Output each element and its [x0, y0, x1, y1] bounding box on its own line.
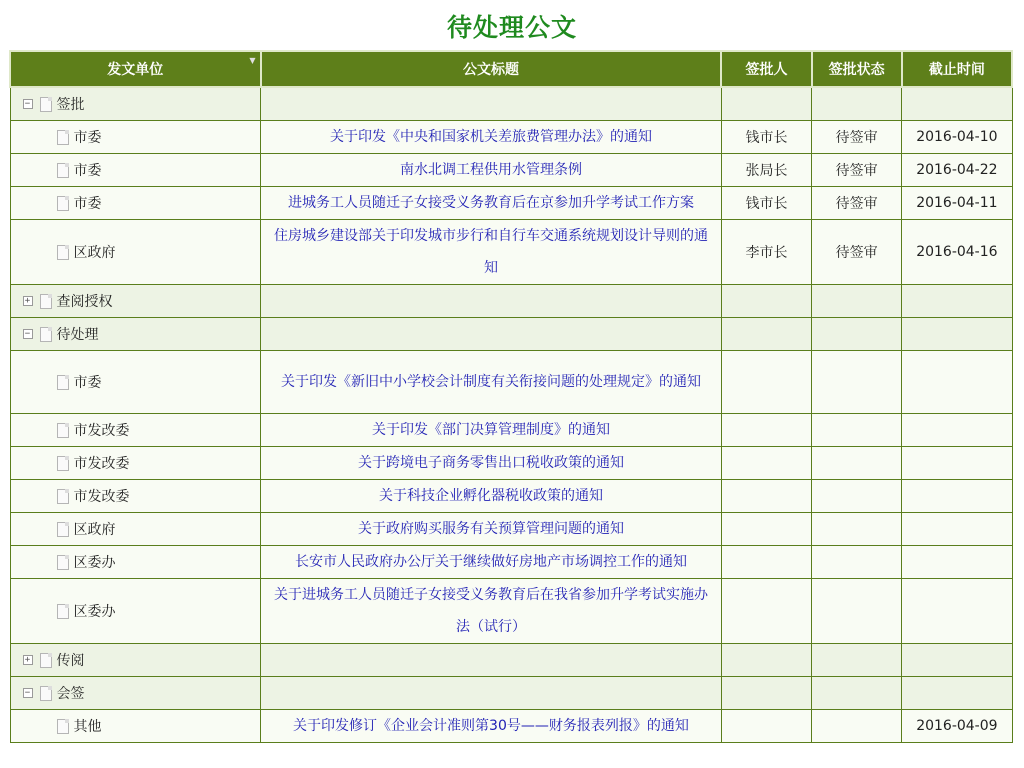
approver-cell [721, 546, 811, 579]
document-title-link[interactable]: 住房城乡建设部关于印发城市步行和自行车交通系统规划设计导则的通知 [261, 220, 722, 285]
unit-label: 市发改委 [73, 489, 130, 505]
document-icon [57, 196, 69, 211]
unit-label: 区委办 [73, 555, 116, 571]
status-cell [812, 710, 902, 743]
group-cell[interactable] [10, 318, 261, 351]
document-title-link[interactable]: 关于科技企业孵化器税收政策的通知 [261, 480, 722, 513]
expand-icon[interactable]: + [23, 655, 33, 665]
unit-cell [10, 579, 261, 644]
empty-cell [721, 285, 811, 318]
document-icon [40, 653, 52, 668]
unit-cell [10, 154, 261, 187]
document-icon [40, 294, 52, 309]
deadline-cell [902, 414, 1012, 447]
table-row[interactable] [10, 480, 1012, 513]
approver-cell [721, 579, 811, 644]
deadline-cell [902, 579, 1012, 644]
empty-cell [261, 677, 722, 710]
group-cell[interactable] [10, 87, 261, 121]
empty-cell [812, 285, 902, 318]
group-label: 待处理 [56, 327, 99, 343]
unit-label: 市发改委 [73, 456, 130, 472]
group-label: 签批 [56, 97, 85, 113]
grid-header [10, 51, 1012, 87]
deadline-cell [902, 480, 1012, 513]
table-row[interactable] [10, 414, 1012, 447]
column-header-title-label: 公文标题 [462, 62, 519, 78]
unit-cell [10, 121, 261, 154]
group-row[interactable] [10, 285, 1012, 318]
document-icon [57, 719, 69, 734]
unit-label: 市委 [73, 163, 102, 179]
unit-label: 区政府 [73, 522, 116, 538]
column-header-unit[interactable] [10, 51, 261, 87]
approver-cell: 钱市长 [721, 187, 811, 220]
document-title-link[interactable]: 进城务工人员随迁子女接受义务教育后在京参加升学考试工作方案 [261, 187, 722, 220]
status-cell: 待签审 [812, 220, 902, 285]
deadline-cell [902, 513, 1012, 546]
document-icon [57, 375, 69, 390]
group-row[interactable] [10, 318, 1012, 351]
empty-cell [812, 87, 902, 121]
document-icon [57, 489, 69, 504]
empty-cell [902, 644, 1012, 677]
group-row[interactable] [10, 644, 1012, 677]
group-row[interactable] [10, 677, 1012, 710]
column-header-deadline[interactable] [902, 51, 1012, 87]
column-header-status-label: 签批状态 [828, 62, 885, 78]
status-cell: 待签审 [812, 154, 902, 187]
unit-cell [10, 447, 261, 480]
unit-cell [10, 414, 261, 447]
empty-cell [812, 318, 902, 351]
approver-cell [721, 414, 811, 447]
deadline-cell: 2016-04-10 [902, 121, 1012, 154]
document-grid [9, 50, 1013, 743]
document-title-link[interactable]: 南水北调工程供用水管理条例 [261, 154, 722, 187]
status-cell [812, 351, 902, 414]
unit-cell [10, 480, 261, 513]
group-cell[interactable] [10, 677, 261, 710]
column-header-approver[interactable] [721, 51, 811, 87]
grid-body [10, 87, 1012, 743]
sort-icon[interactable]: ▼ [249, 56, 256, 65]
collapse-icon[interactable]: − [23, 99, 33, 109]
document-icon [57, 163, 69, 178]
status-cell [812, 546, 902, 579]
document-icon [57, 555, 69, 570]
approver-cell [721, 351, 811, 414]
unit-cell [10, 513, 261, 546]
document-title-link[interactable]: 关于印发修订《企业会计准则第30号——财务报表列报》的通知 [261, 710, 722, 743]
document-title-link[interactable]: 关于印发《中央和国家机关差旅费管理办法》的通知 [261, 121, 722, 154]
document-icon [57, 604, 69, 619]
column-header-approver-label: 签批人 [745, 62, 788, 78]
deadline-cell: 2016-04-09 [902, 710, 1012, 743]
document-icon [57, 245, 69, 260]
group-cell[interactable] [10, 285, 261, 318]
document-icon [40, 327, 52, 342]
table-row[interactable] [10, 513, 1012, 546]
group-label: 传阅 [56, 653, 85, 669]
document-title-link[interactable]: 关于政府购买服务有关预算管理问题的通知 [261, 513, 722, 546]
table-row[interactable] [10, 579, 1012, 644]
deadline-cell: 2016-04-11 [902, 187, 1012, 220]
table-row[interactable] [10, 447, 1012, 480]
column-header-unit-label: 发文单位 [107, 62, 164, 78]
status-cell [812, 414, 902, 447]
unit-cell [10, 187, 261, 220]
empty-cell [721, 677, 811, 710]
empty-cell [902, 285, 1012, 318]
empty-cell [261, 285, 722, 318]
document-icon [40, 97, 52, 112]
unit-cell [10, 351, 261, 414]
empty-cell [261, 644, 722, 677]
document-icon [57, 522, 69, 537]
collapse-icon[interactable]: − [23, 329, 33, 339]
approver-cell [721, 480, 811, 513]
group-cell[interactable] [10, 644, 261, 677]
column-header-deadline-label: 截止时间 [928, 62, 985, 78]
table-row[interactable] [10, 154, 1012, 187]
unit-label: 市委 [73, 130, 102, 146]
empty-cell [721, 644, 811, 677]
table-row[interactable] [10, 351, 1012, 414]
table-row[interactable] [10, 220, 1012, 285]
table-row[interactable] [10, 121, 1012, 154]
approver-cell: 李市长 [721, 220, 811, 285]
unit-label: 其他 [73, 719, 102, 735]
empty-cell [902, 318, 1012, 351]
status-cell [812, 513, 902, 546]
document-title-link[interactable]: 长安市人民政府办公厅关于继续做好房地产市场调控工作的通知 [261, 546, 722, 579]
document-title-link[interactable]: 关于进城务工人员随迁子女接受义务教育后在我省参加升学考试实施办法（试行） [261, 579, 722, 644]
table-row[interactable] [10, 710, 1012, 743]
deadline-cell [902, 351, 1012, 414]
deadline-cell [902, 447, 1012, 480]
unit-cell [10, 546, 261, 579]
deadline-cell: 2016-04-22 [902, 154, 1012, 187]
unit-label: 市委 [73, 196, 102, 212]
status-cell [812, 480, 902, 513]
empty-cell [902, 87, 1012, 121]
approver-cell [721, 513, 811, 546]
deadline-cell [902, 546, 1012, 579]
group-label: 查阅授权 [56, 294, 113, 310]
expand-icon[interactable]: + [23, 296, 33, 306]
status-cell [812, 579, 902, 644]
collapse-icon[interactable]: − [23, 688, 33, 698]
unit-label: 区委办 [73, 604, 116, 620]
column-header-status[interactable] [812, 51, 902, 87]
group-label: 会签 [56, 686, 85, 702]
empty-cell [261, 87, 722, 121]
document-title-link[interactable]: 关于印发《部门决算管理制度》的通知 [261, 414, 722, 447]
unit-cell [10, 710, 261, 743]
group-row[interactable] [10, 87, 1012, 121]
document-title-link[interactable]: 关于印发《新旧中小学校会计制度有关衔接问题的处理规定》的通知 [261, 351, 722, 414]
unit-label: 市发改委 [73, 423, 130, 439]
approver-cell [721, 447, 811, 480]
empty-cell [721, 318, 811, 351]
status-cell [812, 447, 902, 480]
empty-cell [812, 644, 902, 677]
empty-cell [902, 677, 1012, 710]
empty-cell [261, 318, 722, 351]
document-icon [57, 130, 69, 145]
unit-cell [10, 220, 261, 285]
document-icon [40, 686, 52, 701]
empty-cell [812, 677, 902, 710]
document-icon [57, 423, 69, 438]
empty-cell [721, 87, 811, 121]
deadline-cell: 2016-04-16 [902, 220, 1012, 285]
unit-label: 市委 [73, 375, 102, 391]
page-title: 待处理公文 [446, 13, 577, 42]
table-row[interactable] [10, 187, 1012, 220]
approver-cell: 张局长 [721, 154, 811, 187]
approver-cell: 钱市长 [721, 121, 811, 154]
document-title-link[interactable]: 关于跨境电子商务零售出口税收政策的通知 [261, 447, 722, 480]
approver-cell [721, 710, 811, 743]
table-row[interactable] [10, 546, 1012, 579]
status-cell: 待签审 [812, 121, 902, 154]
document-icon [57, 456, 69, 471]
column-header-title[interactable] [261, 51, 722, 87]
unit-label: 区政府 [73, 245, 116, 261]
status-cell: 待签审 [812, 187, 902, 220]
